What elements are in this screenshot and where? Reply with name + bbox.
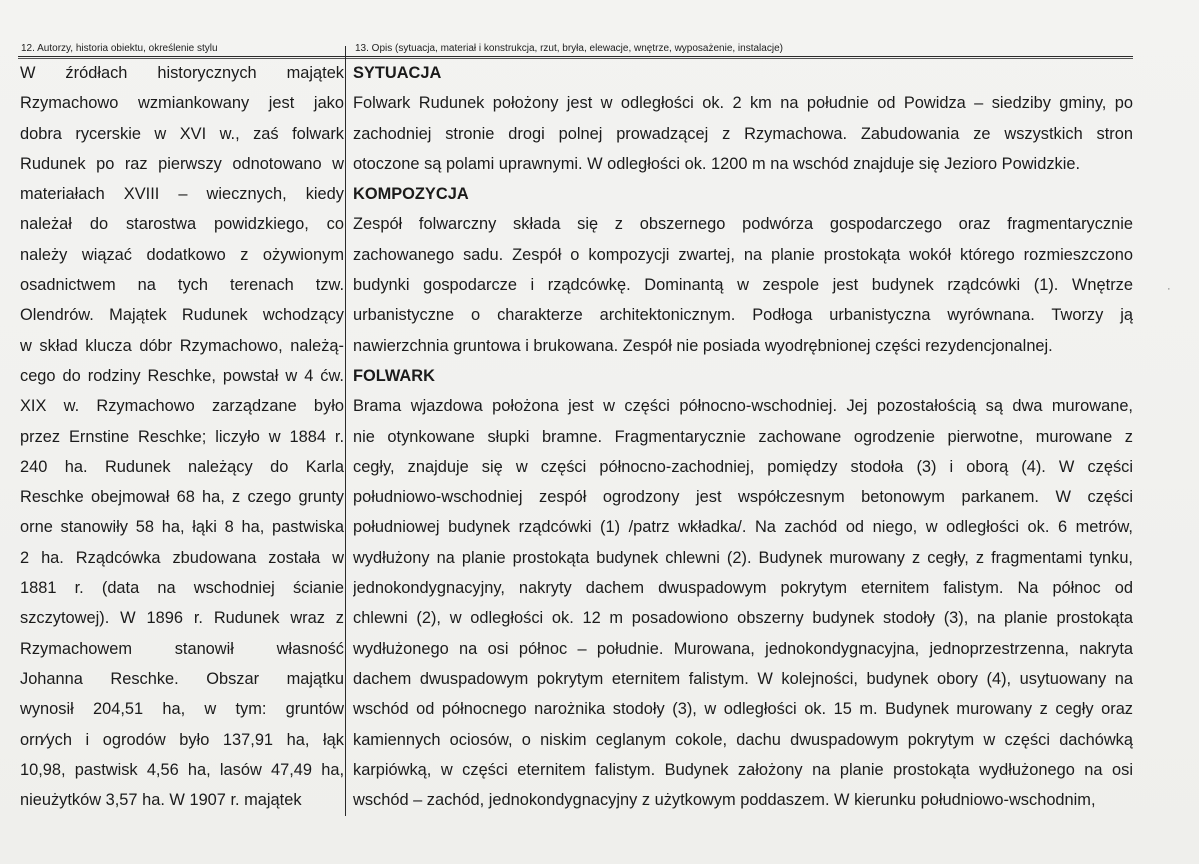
section-12-label: 12. Autorzy, historia obiektu, określenie stylu [21,43,218,54]
description-line: cegły, znajduje się w części północno-zachodniej, pomiędzy stodoła (3) i oborą (4). W części [353,457,1133,476]
history-line: materiałach XVIII – wiecznych, kiedy [20,185,344,204]
history-line: należał do starostwa powidzkiego, co [20,215,344,234]
description-line: Zespół folwarczny składa się z obszernego podwórza gospodarczego oraz fragmentarycznie [353,215,1133,234]
description-line: urbanistyczne o charakterze architektonicznym. Podłoga urbanistyczna wyrównana. Tworzy ją [353,306,1133,325]
history-line: 2 ha. Rządcówka zbudowana została w [20,548,344,567]
history-line: Johanna Reschke. Obszar majątku [20,669,344,688]
heading-folwark: FOLWARK [353,366,435,385]
history-line: 240 ha. Rudunek należący do Karla [20,457,344,476]
description-line: jednokondygnacyjny, nakryty dachem dwuspadowym pokrytym eternitem falistym. Na północ od [353,579,1133,598]
history-line: należy wiązać dodatkowo z ożywionym [20,245,344,264]
history-line: orn⁄ych i ogrodów było 137,91 ha, łąk [20,730,344,749]
description-line: kamiennych ociosów, o niskim ceglanym cokole, dachu dwuspadowym pokrytym w części dachówką [353,730,1133,749]
description-line: południowej budynek rządcówki (1) /patrz wkładka/. Na zachód od niego, w odległości ok. 6 metrów, [353,518,1133,537]
column-divider [345,46,346,816]
description-line: nawierzchnia gruntowa i brukowana. Zespół nie posiada wyodrębnionej części rezydencjonalnej. [353,336,1053,355]
history-line: orne stanowiły 58 ha, łąki 8 ha, pastwiska [20,518,344,537]
heading-sytuacja: SYTUACJA [353,64,442,82]
description-line: wydłużonego na osi północ – południe. Murowana, jednokondygnacyjna, jednoprzestrzenna, nakryta [353,639,1133,658]
description-line: dachem dwuspadowym pokrytym eternitem falistym. W kolejności, budynek obory (4), usytuowany na [353,669,1133,688]
history-line: Rzymachowo wzmiankowany jest jako [20,94,344,113]
description-line: wschód od północnego narożnika stodoły (3), w odległości ok. 15 m. Budynek murowany z cegły oraz [353,700,1133,719]
section-13-label: 13. Opis (sytuacja, materiał i konstrukcja, rzut, bryła, elewacje, wnętrze, wyposażenie, instalacje) [355,43,783,54]
description-line: nie otynkowane słupki bramne. Fragmentarycznie zachowane ogrodzenie pierwotne, murowane z [353,427,1133,446]
history-line: Olendrów. Majątek Rudunek wchodzący [20,306,344,325]
description-line: Folwark Rudunek położony jest w odległości ok. 2 km na południe od Powidza – siedziby gminy, po [353,94,1133,113]
history-line: przez Ernstine Reschke; liczyło w 1884 r. [20,427,344,446]
history-line: wynosił 204,51 ha, w tym: gruntów [20,700,344,719]
history-column [20,58,344,815]
history-line: W źródłach historycznych majątek [20,64,344,82]
description-column [353,58,1133,815]
description-line: Brama wjazdowa położona jest w części północno-wschodniej. Jej pozostałością są dwa murowane, [353,397,1133,416]
heading-kompozycja: KOMPOZYCJA [353,185,469,204]
history-line: nieużytków 3,57 ha. W 1907 r. majątek [20,791,302,810]
description-line: chlewni (2), w odległości ok. 12 m posadowiono obszerny budynek stodoły (3), na planie prostokąta [353,609,1133,628]
history-line: osadnictwem na tych terenach tzw. [20,276,344,295]
history-line: dobra rycerskie w XVI w., zaś folwark [20,124,344,143]
history-line: Reschke obejmował 68 ha, z czego grunty [20,488,344,507]
description-line: wschód – zachód, jednokondygnacyjny z użytkowym poddaszem. W kierunku południowo-wschodnim, [353,791,1096,810]
history-line: Rzymachowem stanowił własność [20,639,344,658]
history-line: 1881 r. (data na wschodniej ścianie [20,579,344,598]
description-line: zachodniej stronie drogi polnej prowadzącej z Rzymachowa. Zabudowania ze wszystkich stron [353,124,1133,143]
description-line: południowo-wschodniej zespół ogrodzony jest współczesnym betonowym parkanem. W części [353,488,1133,507]
description-line: budynki gospodarcze i rządcówkę. Dominantą w zespole jest budynek rządcówki (1). Wnętrze [353,276,1133,295]
description-line: karpiówką, w części eternitem falistym. Budynek założony na planie prostokąta wydłużonego na osi [353,760,1133,779]
header-divider [18,56,1133,57]
history-line: w skład klucza dóbr Rzymachowo, należą- [20,336,344,355]
history-line: szczytowej). W 1896 r. Rudunek wraz z [20,609,344,628]
description-line: wydłużony na planie prostokąta budynek chlewni (2). Budynek murowany z cegły, z fragmentami tynku, [353,548,1133,567]
description-line: zachowanego sadu. Zespół o kompozycji zwartej, na planie prostokąta wokół którego rozmieszczono [353,245,1133,264]
history-line: 10,98, pastwisk 4,56 ha, lasów 47,49 ha, [20,760,344,779]
history-line: cego do rodziny Reschke, powstał w 4 ćw. [20,366,344,385]
history-line: XIX w. Rzymachowo zarządzane było [20,397,344,416]
scan-speck: · [1167,283,1171,295]
description-line: otoczone są polami uprawnymi. W odległości ok. 1200 m na wschód znajduje się Jezioro Powidzkie. [353,154,1081,173]
history-line: Rudunek po raz pierwszy odnotowano w [20,154,344,173]
